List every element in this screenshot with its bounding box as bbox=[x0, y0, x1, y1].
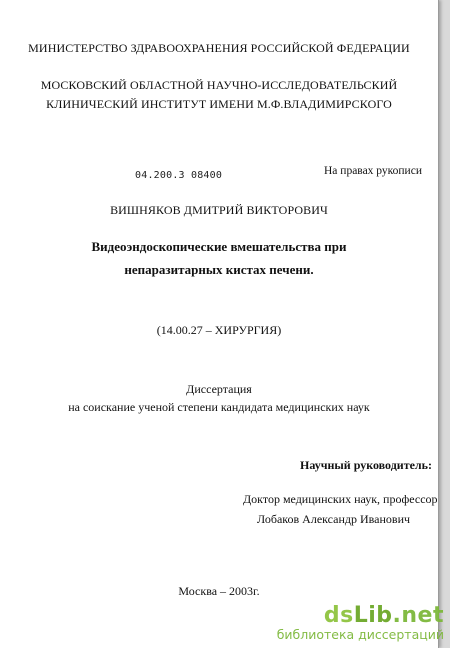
supervisor-title: Доктор медицинских наук, профессор bbox=[243, 492, 438, 506]
registration-stamp: 04.200.3 08400 bbox=[135, 170, 223, 181]
watermark-logo: dsLib.net bbox=[323, 603, 444, 628]
institute-name-line1: МОСКОВСКИЙ ОБЛАСТНОЙ НАУЧНО-ИССЛЕДОВАТЕЛЬСКИЙ bbox=[40, 78, 398, 92]
work-type: Диссертация bbox=[186, 382, 252, 396]
author-name: ВИШНЯКОВ ДМИТРИЙ ВИКТОРОВИЧ bbox=[110, 203, 328, 217]
dslib-watermark bbox=[277, 604, 444, 642]
supervisor-heading: Научный руководитель: bbox=[300, 458, 432, 472]
institute-name-line2: КЛИНИЧЕСКИЙ ИНСТИТУТ ИМЕНИ М.Ф.ВЛАДИМИРСКОГО bbox=[46, 97, 392, 111]
dissertation-title-line1: Видеоэндоскопические вмешательства при bbox=[91, 239, 347, 254]
degree-line: на соискание ученой степени кандидата медицинских наук bbox=[68, 400, 370, 414]
dissertation-title-line2: непаразитарных кистах печени. bbox=[124, 262, 314, 277]
ministry-heading: МИНИСТЕРСТВО ЗДРАВООХРАНЕНИЯ РОССИЙСКОЙ ФЕДЕРАЦИИ bbox=[28, 41, 410, 55]
manuscript-rights-note: На правах рукописи bbox=[324, 165, 422, 177]
watermark-tagline: библиотека диссертаций bbox=[276, 627, 444, 642]
place-and-year: Москва – 2003г. bbox=[178, 584, 260, 598]
specialty-code: (14.00.27 – ХИРУРГИЯ) bbox=[156, 323, 282, 337]
supervisor-name: Лобаков Александр Иванович bbox=[257, 512, 411, 526]
